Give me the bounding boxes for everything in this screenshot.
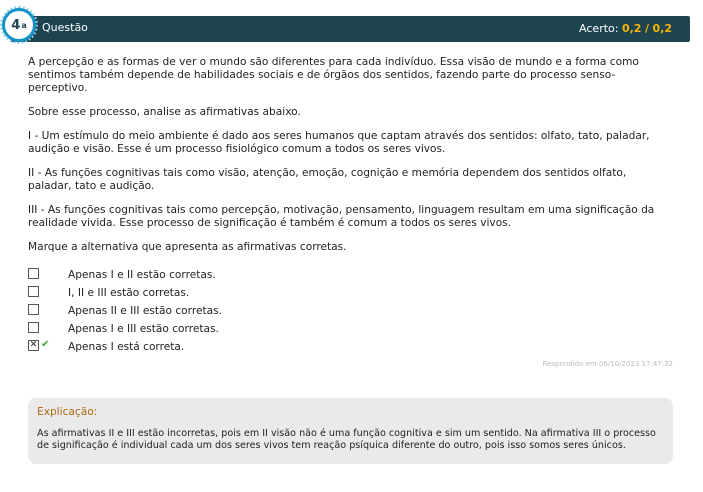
question-paragraph: II - As funções cognitivas tais como visão, atenção, emoção, cognição e memória dependem dos sentidos olfato, paladar, tato e audição. bbox=[28, 167, 627, 192]
question-paragraph: Sobre esse processo, analise as afirmativas abaixo. bbox=[28, 106, 301, 118]
answered-timestamp: Respondido em 06/10/2023 17:47:32 bbox=[542, 360, 673, 368]
answer-option-2[interactable] bbox=[28, 286, 628, 304]
answer-option-1[interactable] bbox=[28, 268, 628, 286]
explanation-box bbox=[28, 398, 673, 464]
score-label: Acerto: bbox=[579, 22, 619, 35]
answer-option-3[interactable] bbox=[28, 304, 628, 322]
question-title: Questão bbox=[42, 21, 88, 34]
explanation-text: As afirmativas II e III estão incorretas, pois em II visão não é uma função cognitiva e sim um sentido. Na afirmativa III o processo de significação é individual cada um dos seres vivos tem reação psíquica diferente do outro, pois isso somos seres únicos. bbox=[37, 428, 656, 451]
question-paragraph: Marque a alternativa que apresenta as afirmativas corretas. bbox=[28, 241, 347, 253]
question-number: 4 bbox=[11, 17, 21, 33]
option-label: Apenas I está correta. bbox=[68, 341, 185, 353]
option-checkbox[interactable] bbox=[28, 286, 39, 297]
score-obtained: 0,2 bbox=[621, 22, 642, 35]
score-total: 0,2 bbox=[652, 22, 672, 35]
question-paragraph: I - Um estímulo do meio ambiente é dado aos seres humanos que captam através dos sentidos: olfato, tato, paladar, audição e visão. Esse é um processo fisiológico comum a todos os seres vivos. bbox=[28, 130, 650, 155]
option-label: I, II e III estão corretas. bbox=[68, 287, 190, 299]
question-number-suffix: a bbox=[21, 20, 27, 30]
option-checkbox[interactable] bbox=[28, 322, 39, 333]
option-label: Apenas II e III estão corretas. bbox=[68, 305, 223, 317]
option-checkbox[interactable] bbox=[28, 304, 39, 315]
answer-options bbox=[28, 268, 628, 358]
score bbox=[579, 22, 672, 35]
answer-option-5[interactable] bbox=[28, 340, 628, 358]
question-body bbox=[28, 56, 673, 265]
question-paragraph: III - As funções cognitivas tais como percepção, motivação, pensamento, linguagem resultam em uma significação da realidade vivida. Esse processo de significação é também é comum a todos os seres vivos. bbox=[28, 204, 655, 229]
option-checkbox[interactable] bbox=[28, 268, 39, 279]
score-separator: / bbox=[644, 22, 649, 35]
question-paragraph: A percepção e as formas de ver o mundo são diferentes para cada indivíduo. Essa visão de mundo e a forma como sentimos também depende de habilidades sociais e de órgãos dos sentidos, fazendo parte do processo senso-perceptivo. bbox=[28, 56, 639, 94]
option-label: Apenas I e II estão corretas. bbox=[68, 269, 216, 281]
correct-check-icon: ✔ bbox=[41, 339, 50, 350]
option-label: Apenas I e III estão corretas. bbox=[68, 323, 219, 335]
option-checkbox-checked[interactable]: ✕ bbox=[29, 340, 38, 350]
answer-option-4[interactable] bbox=[28, 322, 628, 340]
question-number-badge bbox=[2, 8, 36, 42]
explanation-title: Explicação: bbox=[37, 406, 98, 418]
question-header bbox=[10, 16, 690, 42]
